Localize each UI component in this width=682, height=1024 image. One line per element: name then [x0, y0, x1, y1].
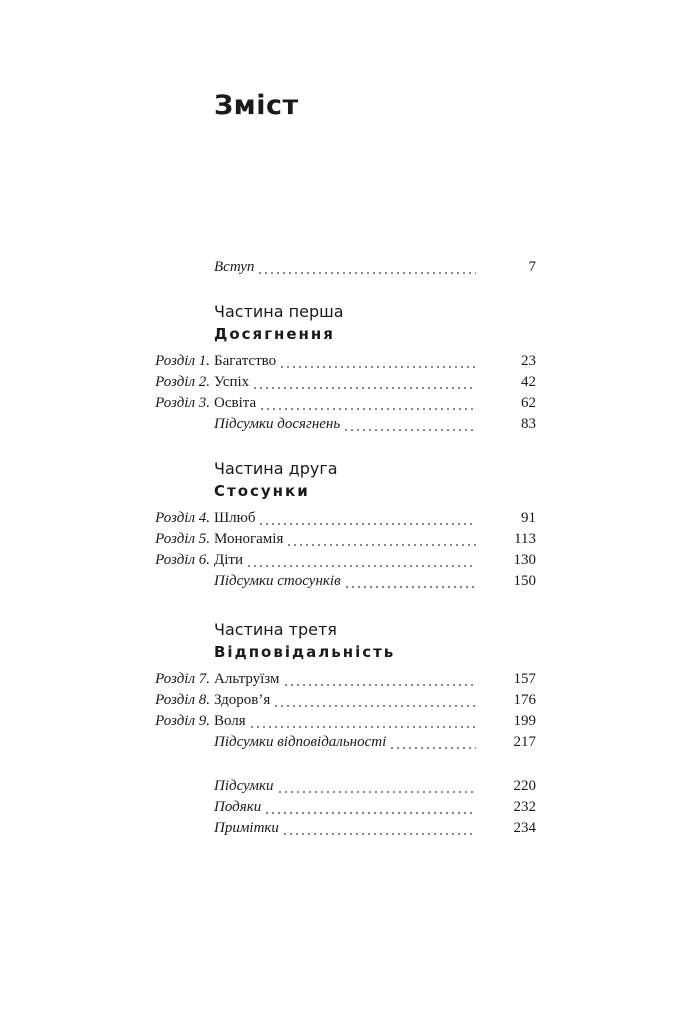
entry-title-wrap [214, 414, 476, 435]
entry-title: Підсумки [214, 778, 274, 794]
part-heading: Частина друга [214, 459, 338, 478]
page-number: 91 [521, 510, 536, 526]
chapter-label: Розділ 3. [155, 395, 210, 411]
entry-title-wrap [214, 529, 476, 550]
entry-title: Діти [214, 552, 243, 568]
part-heading: Частина перша [214, 302, 344, 321]
toc-entry[interactable] [0, 711, 682, 732]
entry-title: Воля [214, 713, 246, 729]
entry-title-wrap [214, 372, 476, 393]
page-title: Зміст [214, 90, 299, 121]
entry-title: Підсумки стосунків [214, 573, 341, 589]
entry-title-wrap [214, 393, 476, 414]
entry-title: Шлюб [214, 510, 256, 526]
toc-entry[interactable] [0, 690, 682, 711]
dot-leader [343, 414, 476, 435]
page-number: 176 [513, 692, 536, 708]
entry-title-wrap [214, 818, 476, 839]
dot-leader [252, 372, 476, 393]
entry-title-wrap [214, 550, 476, 571]
part-heading: Частина третя [214, 620, 337, 639]
dot-leader [277, 776, 476, 797]
page-number: 234 [513, 820, 536, 836]
entry-title-wrap [214, 732, 476, 753]
entry-title: Підсумки відповідальності [214, 734, 387, 750]
toc-entry[interactable] [0, 372, 682, 393]
entry-title-wrap [214, 571, 476, 592]
entry-title-wrap [214, 508, 476, 529]
part-title: Досягнення [214, 325, 335, 343]
page-number: 23 [521, 353, 536, 369]
page-number: 232 [513, 799, 536, 815]
entry-title: Вступ [214, 259, 255, 275]
dot-leader [259, 393, 476, 414]
entry-title: Підсумки досягнень [214, 416, 341, 432]
dot-leader [246, 550, 476, 571]
page-number: 62 [521, 395, 536, 411]
entry-title-wrap [214, 257, 476, 278]
dot-leader [258, 508, 476, 529]
entry-title-wrap [214, 690, 476, 711]
dot-leader [279, 351, 476, 372]
part-title: Стосунки [214, 482, 310, 500]
entry-title: Моногамія [214, 531, 284, 547]
chapter-label: Розділ 5. [155, 531, 210, 547]
entry-title: Альтруїзм [214, 671, 280, 687]
entry-title-wrap [214, 351, 476, 372]
dot-leader [264, 797, 476, 818]
chapter-label: Розділ 7. [155, 671, 210, 687]
entry-title-wrap [214, 711, 476, 732]
dot-leader [282, 818, 476, 839]
page-number: 7 [528, 259, 536, 275]
page-number: 199 [513, 713, 536, 729]
toc-entry[interactable] [0, 732, 682, 753]
entry-title: Подяки [214, 799, 262, 815]
dot-leader [283, 669, 476, 690]
entry-title-wrap [214, 797, 476, 818]
entry-title: Примітки [214, 820, 279, 836]
entry-title-wrap [214, 669, 476, 690]
part-title: Відповідальність [214, 643, 396, 661]
chapter-label: Розділ 2. [155, 374, 210, 390]
dot-leader [257, 257, 476, 278]
entry-title: Успіх [214, 374, 250, 390]
toc-entry[interactable] [0, 818, 682, 839]
toc-entry[interactable] [0, 776, 682, 797]
page-number: 220 [513, 778, 536, 794]
toc-entry[interactable] [0, 257, 682, 278]
toc-entry[interactable] [0, 529, 682, 550]
entry-title: Багатство [214, 353, 277, 369]
toc-entry[interactable] [0, 797, 682, 818]
dot-leader [344, 571, 476, 592]
toc-entry[interactable] [0, 414, 682, 435]
dot-leader [389, 732, 476, 753]
toc-entry[interactable] [0, 508, 682, 529]
chapter-label: Розділ 9. [155, 713, 210, 729]
toc-entry[interactable] [0, 393, 682, 414]
toc-entry[interactable] [0, 351, 682, 372]
dot-leader [286, 529, 476, 550]
chapter-label: Розділ 4. [155, 510, 210, 526]
page-number: 42 [521, 374, 536, 390]
toc-entry[interactable] [0, 550, 682, 571]
toc-entry[interactable] [0, 669, 682, 690]
chapter-label: Розділ 1. [155, 353, 210, 369]
entry-title: Здоров’я [214, 692, 271, 708]
chapter-label: Розділ 8. [155, 692, 210, 708]
page-number: 113 [514, 531, 536, 547]
entry-title: Освіта [214, 395, 257, 411]
page-number: 83 [521, 416, 536, 432]
page-number: 130 [513, 552, 536, 568]
chapter-label: Розділ 6. [155, 552, 210, 568]
toc-entry[interactable] [0, 571, 682, 592]
dot-leader [273, 690, 476, 711]
page-number: 150 [513, 573, 536, 589]
page-number: 217 [513, 734, 536, 750]
entry-title-wrap [214, 776, 476, 797]
dot-leader [249, 711, 476, 732]
page-number: 157 [513, 671, 536, 687]
